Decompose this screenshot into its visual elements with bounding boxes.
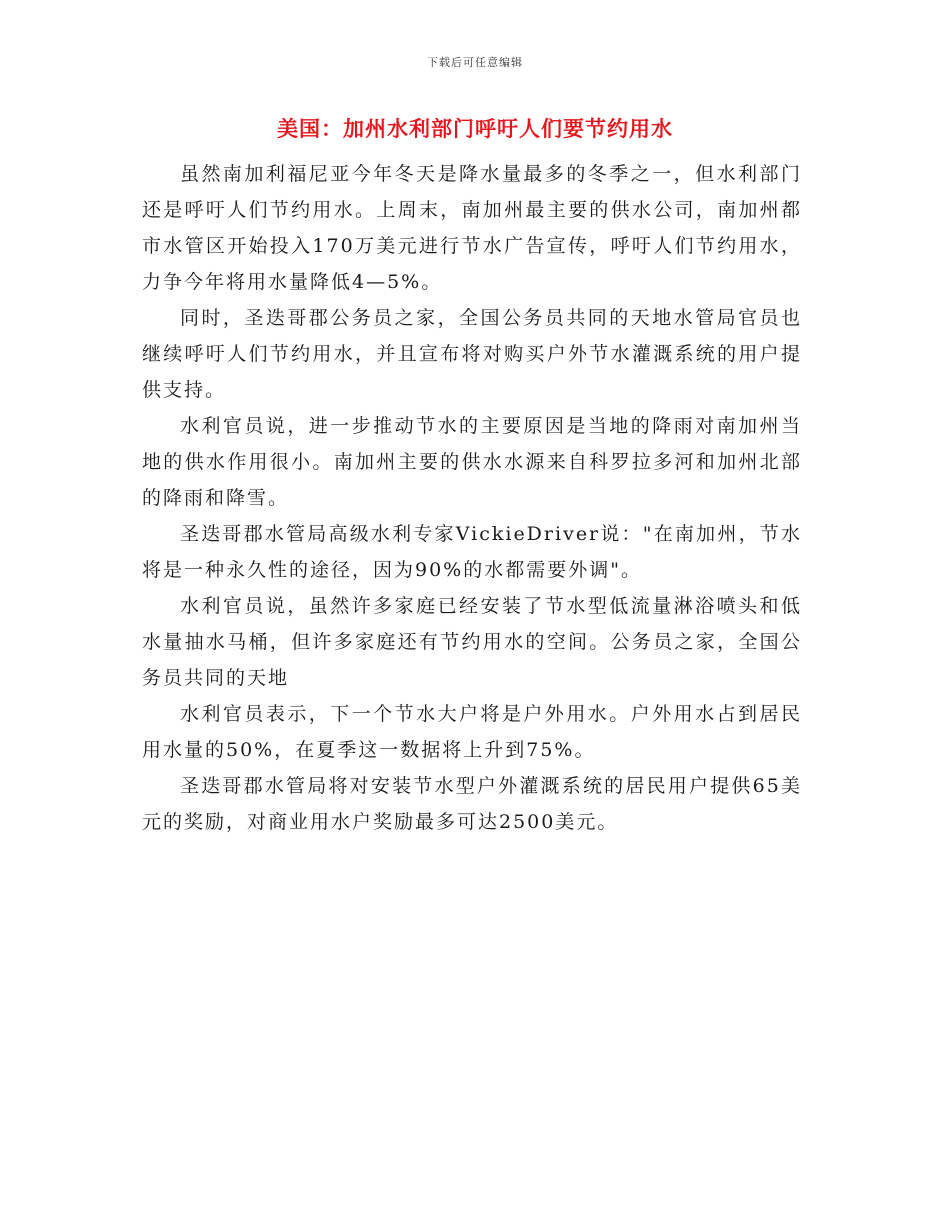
- article-title: 美国：加州水利部门呼吁人们要节约用水: [277, 116, 673, 141]
- paragraph: 水利官员说，进一步推动节水的主要原因是当地的降雨对南加州当地的供水作用很小。南加州主要的供水水源来自科罗拉多河和加州北部的降雨和降雪。: [142, 415, 802, 509]
- paragraph: 水利官员表示，下一个节水大户将是户外用水。户外用水占到居民用水量的50%，在夏季这一数据将上升到75%。: [142, 703, 802, 761]
- article-body: [142, 156, 802, 840]
- header-note: 下载后可任意编辑: [427, 56, 523, 69]
- paragraph: 水利官员说，虽然许多家庭已经安装了节水型低流量淋浴喷头和低水量抽水马桶，但许多家庭还有节约用水的空间。公务员之家，全国公务员共同的天地: [142, 595, 802, 689]
- paragraph: 同时，圣迭哥郡公务员之家，全国公务员共同的天地水管局官员也继续呼吁人们节约用水，并且宣布将对购买户外节水灌溉系统的用户提供支持。: [142, 307, 802, 401]
- paragraph: 圣迭哥郡水管局将对安装节水型户外灌溉系统的居民用户提供65美元的奖励，对商业用水户奖励最多可达2500美元。: [142, 775, 802, 833]
- paragraph: 虽然南加利福尼亚今年冬天是降水量最多的冬季之一，但水利部门还是呼吁人们节约用水。上周末，南加州最主要的供水公司，南加州都市水管区开始投入170万美元进行节水广告宣传，呼吁人们节约用水，力争今年将用水量降低4—5%。: [142, 163, 802, 293]
- paragraph: 圣迭哥郡水管局高级水利专家VickieDriver说："在南加州，节水将是一种永久性的途径，因为90%的水都需要外调"。: [142, 523, 802, 581]
